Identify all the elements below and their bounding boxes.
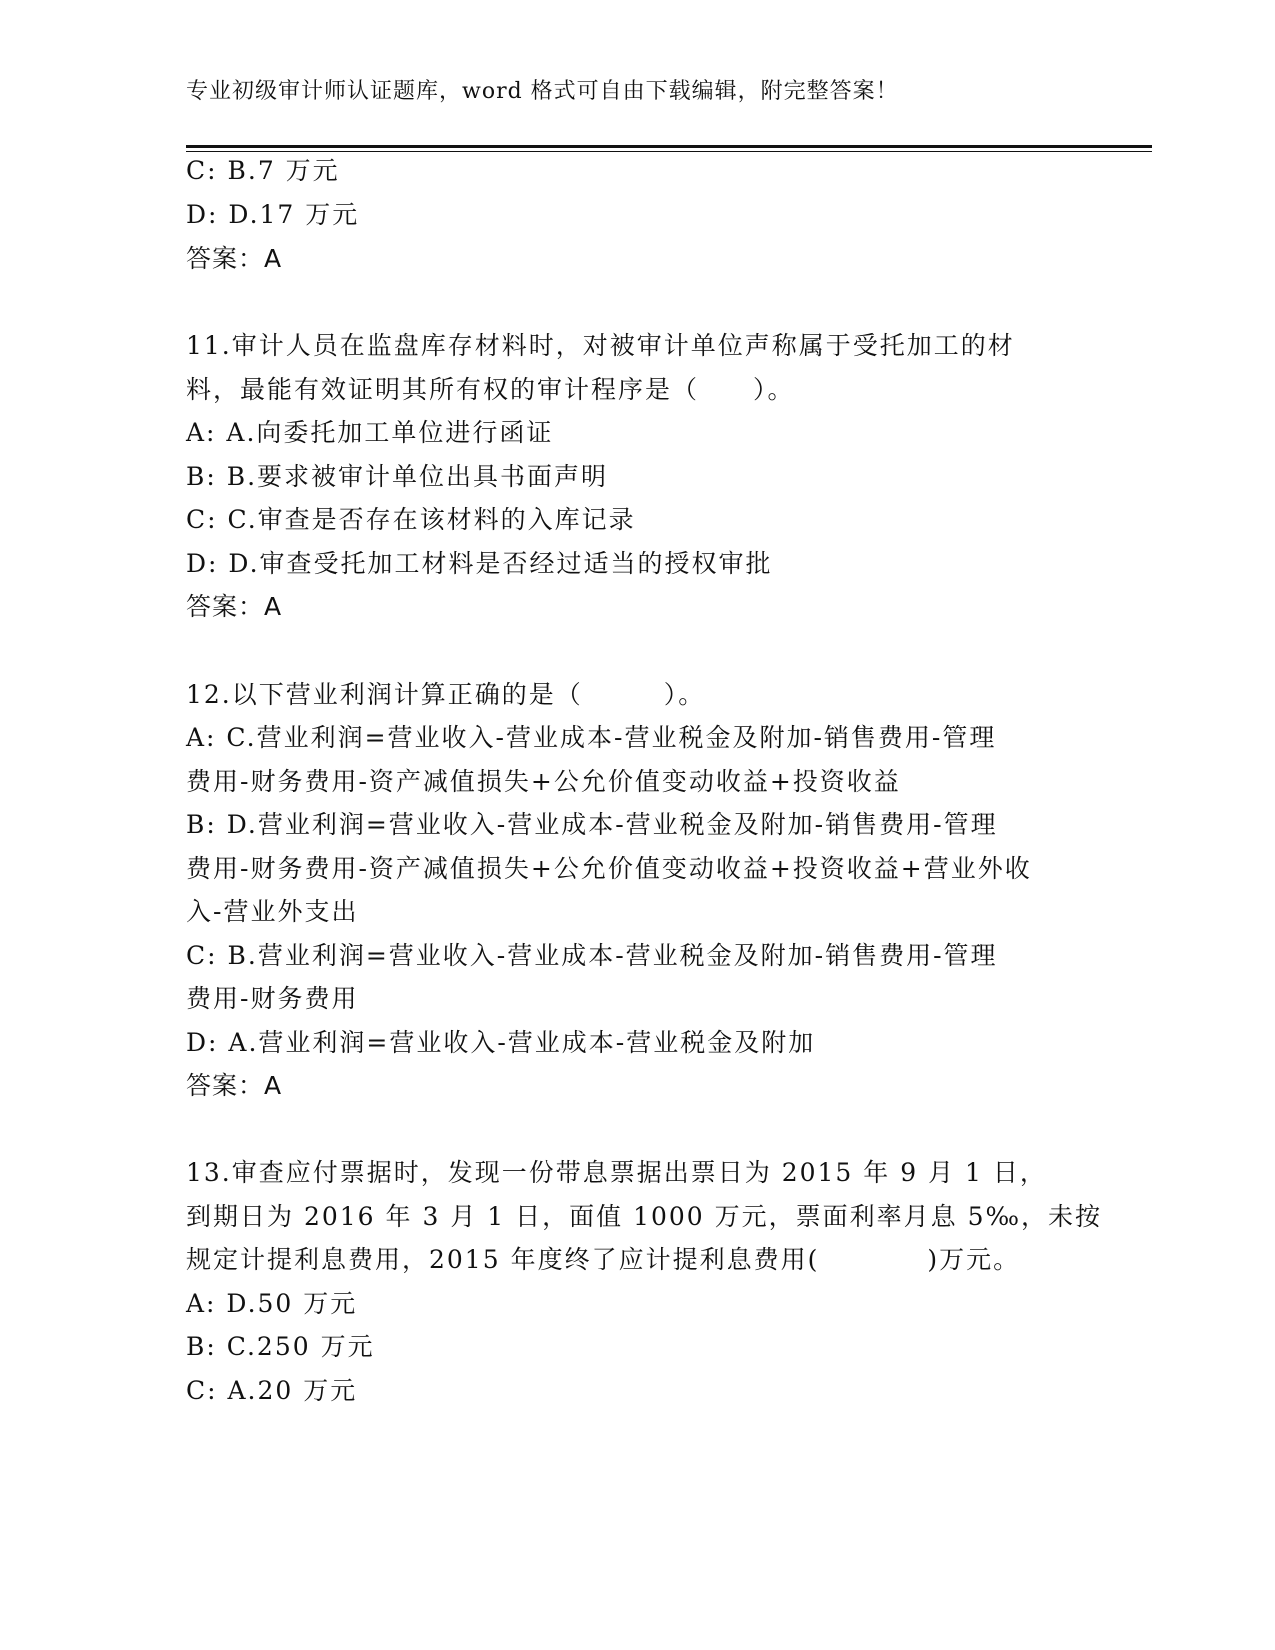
q10-answer: 答案：A	[186, 244, 283, 273]
q12-option-b-line-3: 入-营业外支出	[186, 897, 359, 926]
header-rule-thin	[186, 151, 1152, 152]
q12-option-a-line-1: A: C.营业利润=营业收入-营业成本-营业税金及附加-销售费用-管理	[186, 723, 997, 752]
q13-option-c: C: A.20 万元	[186, 1376, 358, 1405]
header-rule-thick	[186, 145, 1152, 148]
q12-option-d: D: A.营业利润=营业收入-营业成本-营业税金及附加	[186, 1028, 816, 1057]
q11-stem-line-1: 11.审计人员在监盘库存材料时，对被审计单位声称属于受托加工的材	[186, 331, 1015, 360]
q13-stem-line-2: 到期日为 2016 年 3 月 1 日，面值 1000 万元，票面利率月息 5‰，未按	[186, 1202, 1103, 1231]
q13-stem-line-1: 13.审查应付票据时，发现一份带息票据出票日为 2015 年 9 月 1 日，	[186, 1158, 1047, 1187]
q13-stem-line-3: 规定计提利息费用，2015 年度终了应计提利息费用( )万元。	[186, 1245, 1021, 1274]
q11-option-d: D: D.审查受托加工材料是否经过适当的授权审批	[186, 549, 773, 578]
q11-option-c: C: C.审查是否存在该材料的入库记录	[186, 505, 636, 534]
q10-option-c: C: B.7 万元	[186, 156, 340, 185]
q12-option-a-line-2: 费用-财务费用-资产减值损失+公允价值变动收益+投资收益	[186, 767, 901, 796]
q11-option-a: A: A.向委托加工单位进行函证	[186, 418, 554, 447]
q11-option-b: B: B.要求被审计单位出具书面声明	[186, 462, 609, 491]
q12-stem: 12.以下营业利润计算正确的是（ ）。	[186, 680, 706, 709]
q11-answer: 答案：A	[186, 592, 283, 621]
q12-answer: 答案：A	[186, 1071, 283, 1100]
q12-option-c-line-1: C: B.营业利润=营业收入-营业成本-营业税金及附加-销售费用-管理	[186, 941, 998, 970]
q13-option-a: A: D.50 万元	[186, 1289, 358, 1318]
q12-option-b-line-2: 费用-财务费用-资产减值损失+公允价值变动收益+投资收益+营业外收	[186, 854, 1032, 883]
header-text: 专业初级审计师认证题库，word 格式可自由下载编辑，附完整答案！	[186, 79, 899, 104]
q10-option-d: D: D.17 万元	[186, 200, 360, 229]
q12-option-c-line-2: 费用-财务费用	[186, 984, 359, 1013]
q13-option-b: B: C.250 万元	[186, 1332, 375, 1361]
q11-stem-line-2: 料，最能有效证明其所有权的审计程序是（ ）。	[186, 375, 795, 404]
q12-option-b-line-1: B: D.营业利润=营业收入-营业成本-营业税金及附加-销售费用-管理	[186, 810, 998, 839]
